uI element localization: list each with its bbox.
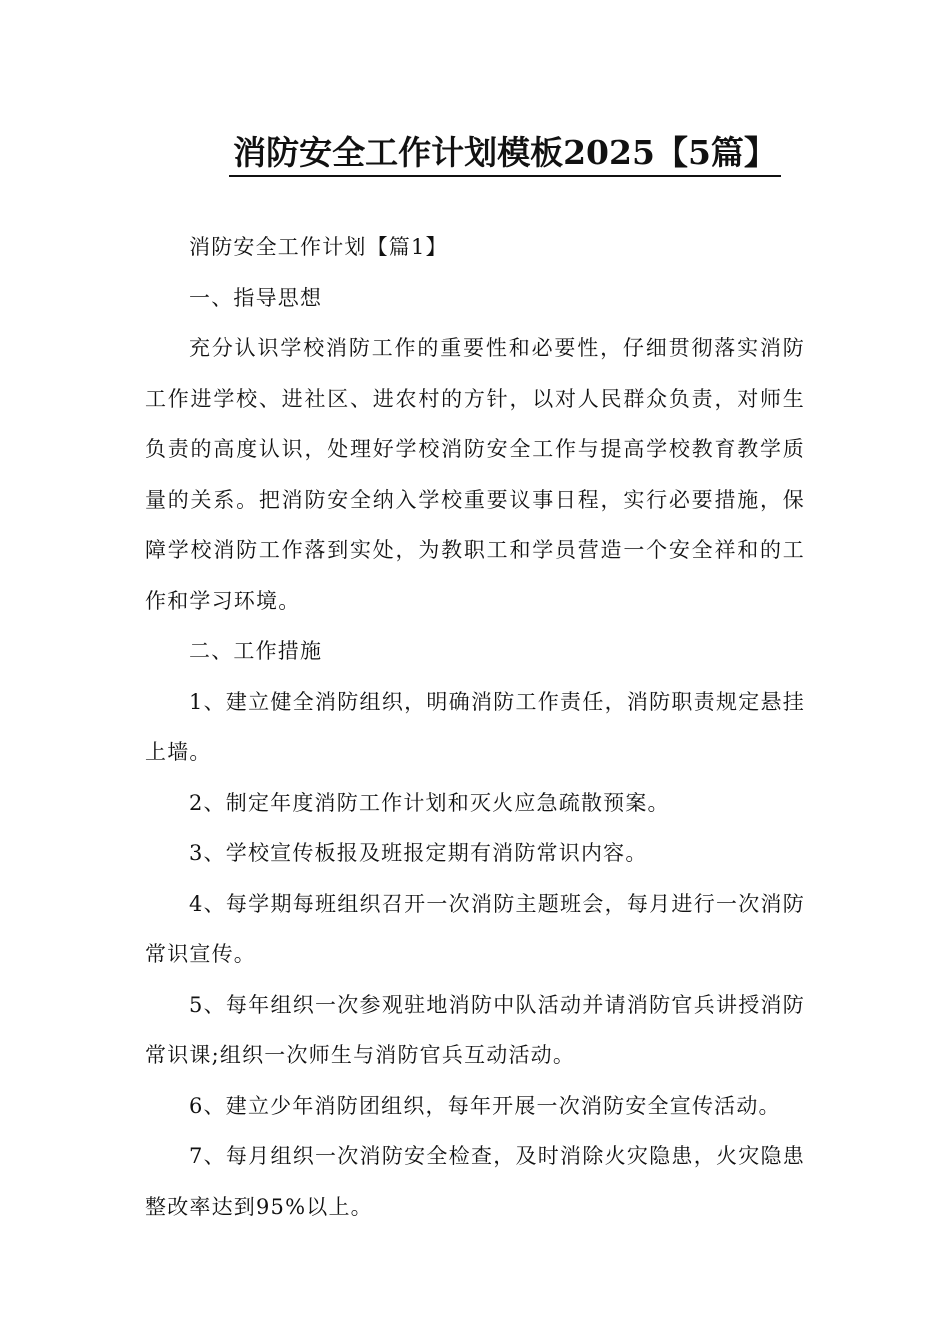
measure-item-3: 3、学校宣传板报及班报定期有消防常识内容。 [189,841,648,865]
measure-item-6: 6、建立少年消防团组织，每年开展一次消防安全宣传活动。 [189,1093,781,1118]
measure-item-5: 5、每年组织一次参观驻地消防中队活动并请消防官兵讲授消防常识课;组织一次师生与消防官兵互动活动。 [145,992,805,1067]
measure-item-4: 4、每学期每班组织召开一次消防主题班会，每月进行一次消防常识宣传。 [145,891,805,966]
paragraph-guiding-ideology: 充分认识学校消防工作的重要性和必要性，仔细贯彻落实消防工作进学校、进社区、进农村的方针，以对人民群众负责，对师生负责的高度认识，处理好学校消防安全工作与提高学校教育教学质量的关系。把消防安全纳入学校重要议事日程，实行必要措施，保障学校消防工作落到实处，为教职工和学员营造一个安全祥和的工作和学习环境。 [145,336,805,613]
measure-item-1: 1、建立健全消防组织，明确消防工作责任，消防职责规定悬挂上墙。 [145,689,805,764]
section-heading-part-1: 消防安全工作计划【篇1】 [189,235,448,259]
document-title-wrap [0,128,950,178]
measure-item-7: 7、每月组织一次消防安全检查，及时消除火灾隐患，火灾隐患整改率达到95%以上。 [145,1144,805,1219]
document-title: 消防安全工作计划模板2025【5篇】 [229,131,781,177]
document-body [145,222,805,1232]
measure-item-2: 2、制定年度消防工作计划和灭火应急疏散预案。 [189,790,670,815]
heading-work-measures: 二、工作措施 [189,639,323,663]
heading-guiding-ideology: 一、指导思想 [189,285,323,310]
